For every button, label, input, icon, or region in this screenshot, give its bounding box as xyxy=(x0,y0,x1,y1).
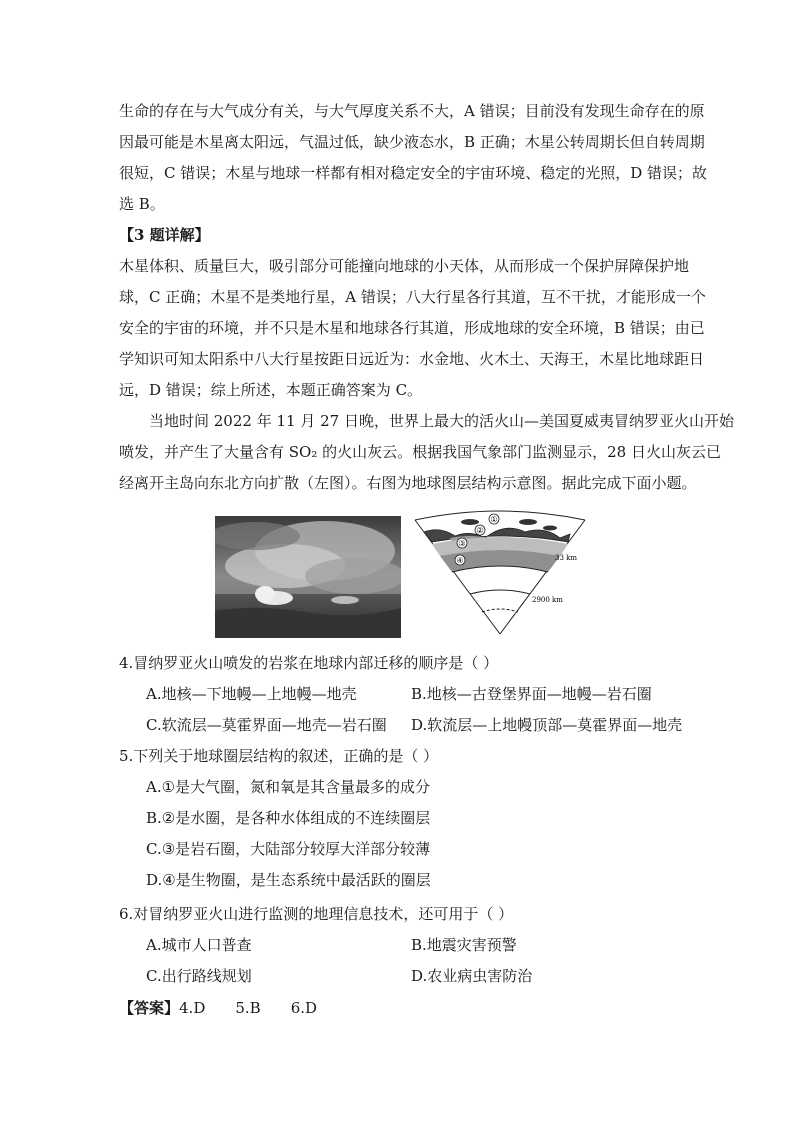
q3-explanation xyxy=(119,251,706,406)
question-4-stem: 4.冒纳罗亚火山喷发的岩浆在地球内部迁移的顺序是（ ） xyxy=(119,654,499,672)
question-6-option-d: D.农业病虫害防治 xyxy=(411,967,533,985)
label-1: ① xyxy=(490,515,498,524)
text-line: 经离开主岛向东北方向扩散（左图）。右图为地球图层结构示意图。据此完成下面小题。 xyxy=(119,474,697,492)
intro-paragraph xyxy=(119,406,734,499)
question-5-option-b: B.②是水圈，是各种水体组成的不连续圈层 xyxy=(146,809,431,827)
text-line: 因最可能是木星离太阳远，气温过低，缺少液态水，B 正确；木星公转周期长但自转周期 xyxy=(119,133,705,151)
earth-layer-diagram xyxy=(410,508,590,638)
volcano-photo xyxy=(215,516,401,638)
question-4-option-d: D.软流层—上地幔顶部—莫霍界面—地壳 xyxy=(411,716,683,734)
label-3: ③ xyxy=(458,539,466,548)
question-5-stem: 5.下列关于地球圈层结构的叙述，正确的是（ ） xyxy=(119,747,439,765)
text-line: 学知识可知太阳系中八大行星按距日远近为：水金地、火木土、天海王，木星比地球距日 xyxy=(119,350,705,368)
question-5-option-a: A.①是大气圈，氮和氧是其含量最多的成分 xyxy=(146,778,431,796)
question-6-option-c: C.出行路线规划 xyxy=(146,967,252,985)
prev-explanation xyxy=(119,96,708,220)
text-line: 木星体积、质量巨大，吸引部分可能撞向地球的小天体，从而形成一个保护屏障保护地 xyxy=(119,257,690,275)
answer-4: 4.D xyxy=(179,999,206,1017)
text-line: 选 B。 xyxy=(119,195,165,213)
text-line: 远，D 错误；综上所述，本题正确答案为 C。 xyxy=(119,381,423,399)
question-4-option-a: A.地核—下地幔—上地幔—地壳 xyxy=(146,685,357,703)
depth-label-33km: 33 km xyxy=(555,554,578,562)
label-2: ② xyxy=(476,526,484,535)
question-5-option-c: C.③是岩石圈，大陆部分较厚大洋部分较薄 xyxy=(146,840,431,858)
text-line: 很短，C 错误；木星与地球一样都有相对稳定安全的宇宙环境、稳定的光照，D 错误；故 xyxy=(119,164,708,182)
q3-heading: 【3 题详解】 xyxy=(119,226,210,244)
question-6-option-a: A.城市人口普查 xyxy=(146,936,252,954)
question-4-option-c: C.软流层—莫霍界面—地壳—岩石圈 xyxy=(146,716,387,734)
answer-6: 6.D xyxy=(290,999,318,1017)
text-line: 球，C 正确；木星不是类地行星，A 错误；八大行星各行其道，互不干扰，才能形成一个 xyxy=(119,288,706,306)
question-5-option-d: D.④是生物圈，是生态系统中最活跃的圈层 xyxy=(146,871,431,889)
depth-label-2900km: 2900 km xyxy=(532,596,563,604)
answer-label: 【答案】 xyxy=(119,999,180,1017)
text-line: 当地时间 2022 年 11 月 27 日晚，世界上最大的活火山—美国夏威夷冒纳罗亚火山开始 xyxy=(149,412,734,430)
label-4: ④ xyxy=(456,556,464,565)
text-line: 安全的宇宙的环境，并不只是木星和地球各行其道，形成地球的安全环境，B 错误；由已 xyxy=(119,319,705,337)
text-line: 生命的存在与大气成分有关，与大气厚度关系不大，A 错误；目前没有发现生命存在的原 xyxy=(119,102,705,120)
question-4-option-b: B.地核—古登堡界面—地幔—岩石圈 xyxy=(411,685,652,703)
answer-5: 5.B xyxy=(235,999,261,1017)
text-line: 喷发，并产生了大量含有 SO₂ 的火山灰云。根据我国气象部门监测显示，28 日火山灰云已 xyxy=(119,443,721,461)
question-6-option-b: B.地震灾害预警 xyxy=(411,936,517,954)
question-6-stem: 6.对冒纳罗亚火山进行监测的地理信息技术，还可用于（ ） xyxy=(119,905,514,923)
answer-line xyxy=(119,993,347,1024)
